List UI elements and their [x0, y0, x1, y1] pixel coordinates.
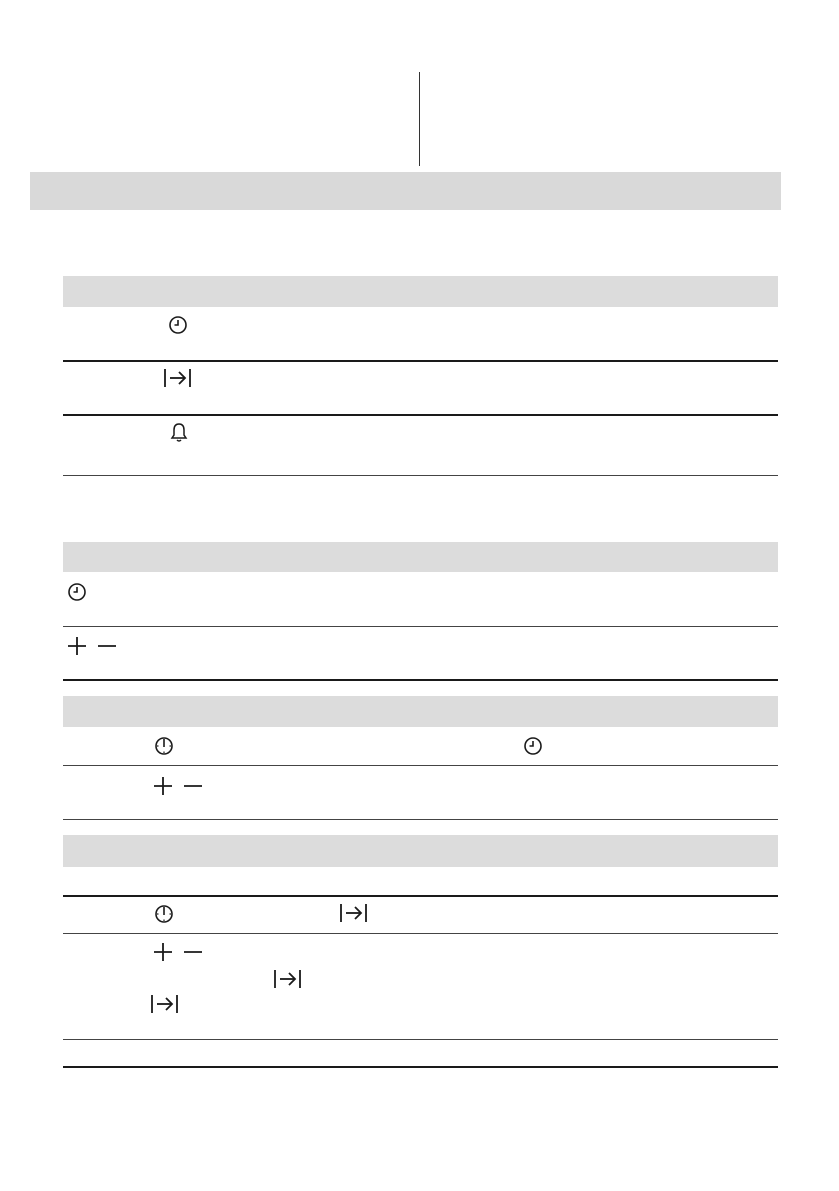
section-heading-band	[30, 172, 781, 210]
table-3-row-divider	[63, 765, 778, 766]
table-4-row-divider	[63, 895, 778, 897]
clock-icon	[522, 735, 544, 757]
end-time-arrow-icon	[150, 993, 180, 1015]
plus-icon	[152, 941, 174, 963]
table-1-bottom-rule	[63, 475, 778, 476]
table-1-row-divider	[63, 360, 778, 362]
column-divider	[419, 72, 420, 166]
plus-icon	[66, 635, 88, 657]
clock-icon	[167, 314, 189, 336]
function-dial-icon	[153, 735, 175, 757]
function-dial-icon	[153, 903, 175, 925]
end-time-arrow-icon	[339, 902, 369, 924]
end-time-arrow-icon	[163, 367, 193, 389]
minus-icon	[96, 635, 118, 657]
table-2-bottom-rule	[63, 679, 778, 681]
table-4-header	[63, 835, 778, 867]
minus-icon	[182, 775, 204, 797]
table-4-row-divider	[63, 1039, 778, 1040]
table-4-row-divider	[63, 933, 778, 934]
clock-icon	[66, 581, 88, 603]
table-3-header	[63, 696, 778, 727]
table-2-header	[63, 542, 778, 572]
table-1-row-divider	[63, 414, 778, 416]
minus-icon	[182, 941, 204, 963]
table-4-bottom-rule	[63, 1066, 778, 1068]
table-2-row-divider	[63, 626, 778, 627]
plus-icon	[152, 775, 174, 797]
bell-icon	[168, 421, 190, 445]
table-1-header	[63, 276, 778, 307]
table-3-bottom-rule	[63, 819, 778, 820]
end-time-arrow-icon	[273, 968, 303, 990]
